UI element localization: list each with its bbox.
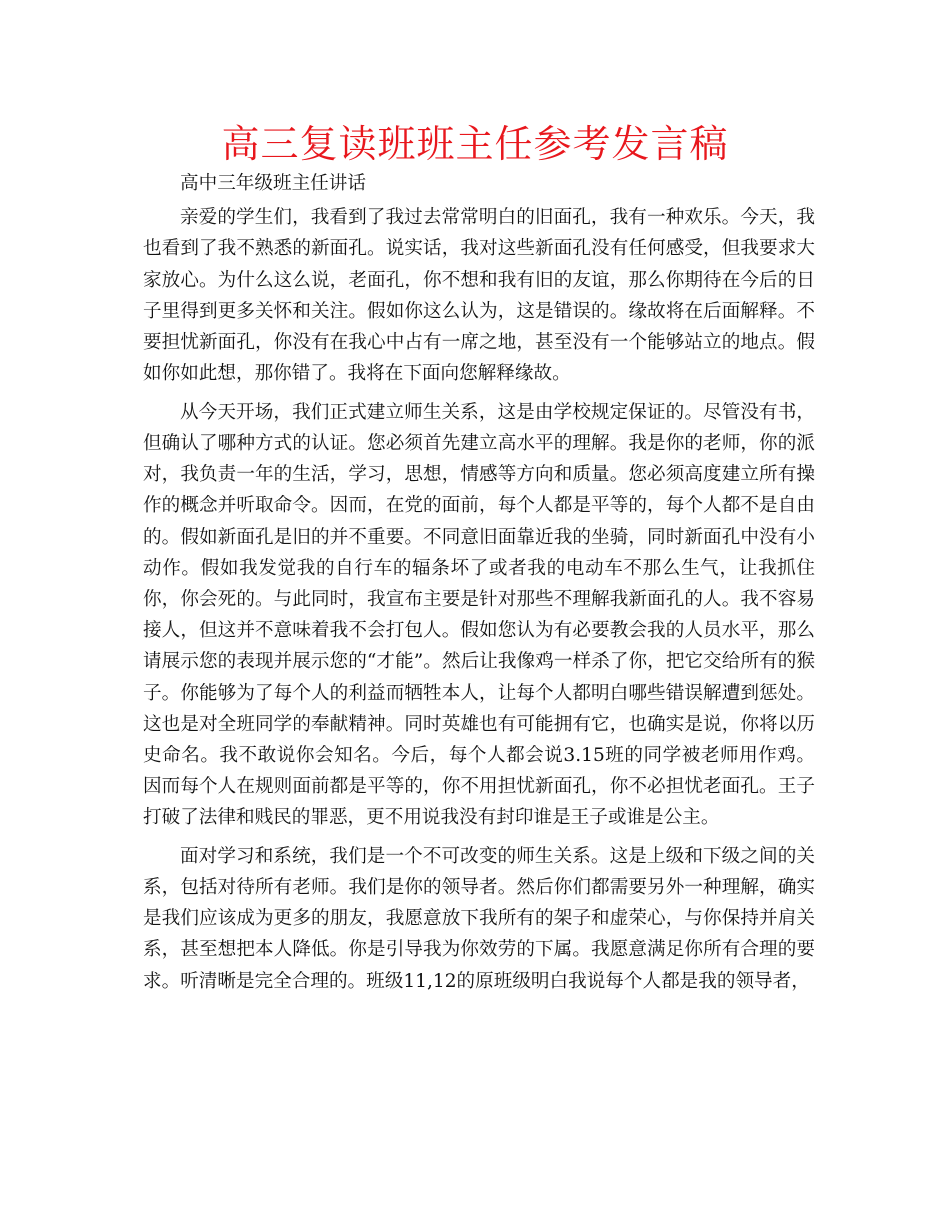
document-subtitle: 高中三年级班主任讲话 [180,173,366,194]
paragraph: 亲爱的学生们，我看到了我过去常常明白的旧面孔，我有一种欢乐。今天，我也看到了我不熟悉的新面孔。说实话，我对这些新面孔没有任何感受，但我要求大家放心。为什么这么说，老面孔，你不想和我有旧的友谊，那么你期待在今后的日子里得到更多关怀和关注。假如你这么认为，这是错误的。缘故将在后面解释。不要担忧新面孔，你没有在我心中占有一席之地，甚至没有一个能够站立的地点。假如你如此想，那你错了。我将在下面向您解释缘故。 [143,207,815,385]
document-body [143,168,815,997]
paragraph: 从今天开场，我们正式建立师生关系，这是由学校规定保证的。尽管没有书，但确认了哪种方式的认证。您必须首先建立高水平的理解。我是你的老师，你的派对，我负责一年的生活，学习，思想，情感等方向和质量。您必须高度建立所有操作的概念并听取命令。因而，在党的面前，每个人都是平等的，每个人都不是自由的。假如新面孔是旧的并不重要。不同意旧面靠近我的坐骑，同时新面孔中没有小动作。假如我发觉我的自行车的辐条坏了或者我的电动车不那么生气，让我抓住你，你会死的。与此同时，我宣布主要是针对那些不理解我新面孔的人。我不容易接人，但这并不意味着我不会打包人。假如您认为有必要教会我的人员水平，那么请展示您的表现并展示您的“才能”。然后让我像鸡一样杀了你，把它交给所有的猴子。你能够为了每个人的利益而牺牲本人，让每个人都明白哪些错误解遭到惩处。这也是对全班同学的奉献精神。同时英雄也有可能拥有它，也确实是说，你将以历史命名。我不敢说你会知名。今后，每个人都会说3.15班的同学被老师用作鸡。因而每个人在规则面前都是平等的，你不用担忧新面孔，你不必担忧老面孔。王子打破了法律和贱民的罪恶，更不用说我没有封印谁是王子或谁是公主。 [143,401,815,829]
document-title: 高三复读班班主任参考发言稿 [221,122,729,166]
paragraph: 面对学习和系统，我们是一个不可改变的师生关系。这是上级和下级之间的关系，包括对待所有老师。我们是你的领导者。然后你们都需要另外一种理解，确实是我们应该成为更多的朋友，我愿意放下我所有的架子和虚荣心，与你保持并肩关系，甚至想把本人降低。你是引导我为你效劳的下属。我愿意满足你所有合理的要求。听清晰是完全合理的。班级11,12的原班级明白我说每个人都是我的领导者， [143,845,815,992]
